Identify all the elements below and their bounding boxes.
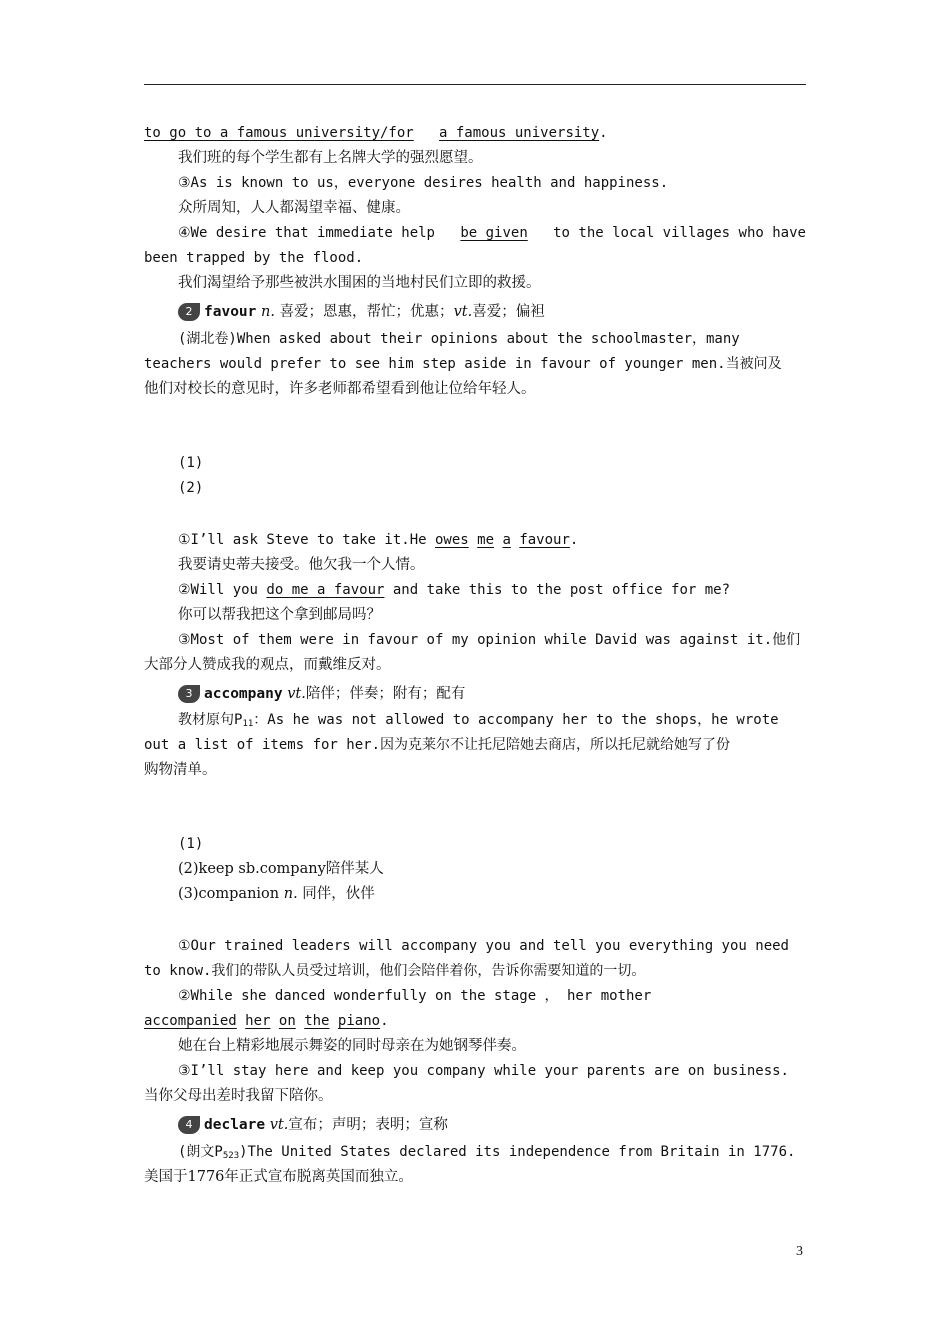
example-sentence (178, 1140, 806, 1164)
example-sentence (178, 578, 806, 602)
part-of-speech: vt. (453, 304, 473, 320)
blank-answer: her (245, 1013, 271, 1029)
text-line (144, 121, 806, 145)
punct: . (569, 532, 579, 548)
translation-line: 众所周知，人人都渴望幸福、健康。 (178, 200, 410, 216)
definition: 陪伴；伴奏；附有；配有 (305, 686, 466, 702)
blank-answer: on (278, 1013, 296, 1029)
page-number: 3 (796, 1244, 803, 1259)
section-heading-declare (178, 1113, 806, 1137)
translation-line: 他们对校长的意见时，许多老师都希望看到他让位给年轻人。 (144, 381, 536, 397)
text-segment: 教材原句P (178, 712, 243, 728)
blank-answer: the (304, 1013, 330, 1029)
blank-answer: owes (435, 532, 469, 548)
blank-answer: a famous university (439, 125, 600, 141)
text-segment: ④We desire that immediate help (178, 225, 435, 241)
text-segment: ：As he was not allowed to accompany her to the shops，he wrote (253, 712, 779, 728)
text-segment: )The United States declared its independence from Britain in 1776. (239, 1144, 796, 1160)
section-number-badge: 2 (178, 303, 200, 321)
page-ref: 11 (242, 719, 254, 729)
item-number: (1) (178, 455, 204, 471)
text-segment: ②Will you (178, 582, 258, 598)
translation-line: 你可以帮我把这个拿到邮局吗？ (178, 607, 381, 623)
example-sentence (178, 708, 806, 732)
translation-line: 大部分人赞成我的观点，而戴维反对。 (144, 657, 391, 673)
blank-answer: me (477, 532, 495, 548)
definition: 喜爱；恩惠，帮忙；优惠； (279, 304, 454, 320)
translation-line: 我们渴望给予那些被洪水围困的当地村民们立即的救援。 (178, 275, 541, 291)
punct: . (599, 125, 608, 141)
example-sentence: ①Our trained leaders will accompany you and tell you everything you need (178, 938, 789, 954)
blank-answer: favour (519, 532, 570, 548)
section-heading-favour (178, 300, 806, 324)
text-line: teachers would prefer to see him step aside in favour of younger men.当被问及 (144, 356, 782, 372)
example-sentence: ③Most of them were in favour of my opinion while David was against it.他们 (178, 632, 801, 648)
text-line: out a list of items for her.因为克莱尔不让托尼陪她去商店，所以托尼就给她写了份 (144, 737, 731, 753)
blank-answer: accompanied (144, 1013, 237, 1029)
text-segment: ①I’ll ask Steve to take it.He (178, 532, 427, 548)
example-sentence (178, 221, 806, 245)
translation-line: 当你父母出差时我留下陪你。 (144, 1088, 333, 1104)
phrase-item: (2)keep sb.company陪伴某人 (178, 861, 384, 877)
blank-answer: to go to a famous university/for (144, 125, 414, 141)
part-of-speech: n. (283, 886, 298, 902)
text-segment: (朗文P (178, 1144, 223, 1160)
part-of-speech: n. (261, 304, 275, 320)
page-ref: 523 (222, 1151, 240, 1161)
headword: declare (204, 1117, 266, 1133)
translation-line: 她在台上精彩地展示舞姿的同时母亲在为她钢琴伴奏。 (178, 1038, 526, 1054)
example-sentence (178, 528, 806, 552)
part-of-speech: vt. (287, 686, 306, 702)
part-of-speech: vt. (269, 1117, 289, 1133)
example-sentence: ③I’ll stay here and keep you company while your parents are on business. (178, 1063, 789, 1079)
blank-answer: piano (337, 1013, 381, 1029)
translation-line: 我们班的每个学生都有上名牌大学的强烈愿望。 (178, 150, 483, 166)
example-sentence: (湖北卷)When asked about their opinions about the schoolmaster，many (178, 331, 740, 347)
definition: 喜爱；偏袒 (472, 304, 545, 320)
header-rule (144, 84, 806, 85)
example-sentence: ③As is known to us，everyone desires health and happiness. (178, 175, 669, 191)
section-heading-accompany (178, 682, 806, 706)
text-segment: and take this to the post office for me? (392, 582, 731, 598)
punct: . (380, 1013, 389, 1029)
text-line: been trapped by the flood. (144, 250, 364, 266)
definition: 宣布；声明；表明；宣称 (288, 1117, 448, 1133)
translation-line: 美国于1776年正式宣布脱离英国而独立。 (144, 1169, 413, 1185)
headword: accompany (204, 686, 283, 702)
blank-answer: be given (460, 225, 528, 241)
text-segment: (3)companion (178, 886, 280, 902)
text-line (144, 1009, 806, 1033)
blank-answer: a (502, 532, 511, 548)
translation-line: 我要请史蒂夫接受。他欠我一个人情。 (178, 557, 425, 573)
example-sentence: ②While she danced wonderfully on the stage ， her mother (178, 988, 652, 1004)
text-line: to know.我们的带队人员受过培训，他们会陪伴着你，告诉你需要知道的一切。 (144, 963, 646, 979)
section-number-badge: 3 (178, 685, 200, 703)
blank-answer: do me a favour (266, 582, 385, 598)
phrase-item (178, 882, 806, 906)
section-number-badge: 4 (178, 1116, 200, 1134)
text-segment: to the local villages who have (553, 225, 806, 241)
translation-line: 购物清单。 (144, 762, 217, 778)
headword: favour (204, 304, 257, 320)
definition: 同伴，伙伴 (302, 886, 375, 902)
item-number: (1) (178, 836, 204, 852)
item-number: (2) (178, 480, 204, 496)
